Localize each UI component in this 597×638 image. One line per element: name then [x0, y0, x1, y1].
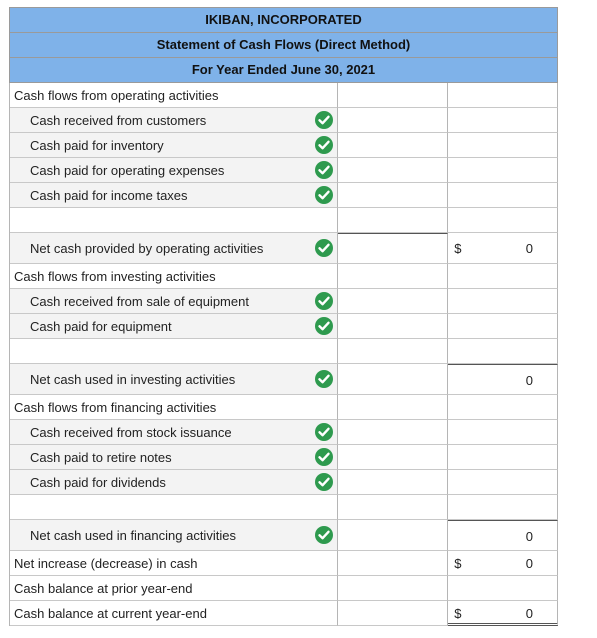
statement-rows: [9, 83, 558, 626]
amount-input-col1[interactable]: [338, 133, 448, 158]
checkmark-icon: [315, 317, 333, 335]
checkmark-icon: [315, 111, 333, 129]
row-label-cell: [10, 83, 338, 108]
row-label: Cash paid to retire notes: [30, 450, 172, 465]
amount-input-col1[interactable]: [338, 264, 448, 289]
statement-row: [9, 445, 558, 470]
statement-row: [9, 551, 558, 576]
amount-input-col1[interactable]: [338, 208, 448, 233]
row-label-cell: [10, 395, 338, 420]
row-label: Cash balance at current year-end: [14, 606, 207, 621]
row-label-cell: [10, 445, 338, 470]
amount-input-col2[interactable]: [448, 495, 558, 520]
dollar-sign: $: [454, 241, 462, 256]
amount-input-col1[interactable]: [338, 233, 448, 264]
row-label-cell: [10, 108, 338, 133]
amount-input-col2[interactable]: [448, 520, 558, 551]
checkmark-icon: [315, 239, 333, 257]
statement-row: [9, 108, 558, 133]
row-label: Net cash used in financing activities: [30, 528, 236, 543]
checkmark-icon: [315, 526, 333, 544]
row-label-cell: [10, 233, 338, 264]
amount-input-col2[interactable]: [448, 551, 558, 576]
amount-input-col2[interactable]: [448, 233, 558, 264]
amount-input-col2[interactable]: [448, 108, 558, 133]
row-label: Cash flows from financing activities: [14, 400, 217, 415]
row-label-cell: [10, 420, 338, 445]
row-label: Cash received from sale of equipment: [30, 294, 249, 309]
amount-input-col1[interactable]: [338, 158, 448, 183]
row-label-cell: [10, 576, 338, 601]
amount-input-col2[interactable]: [448, 83, 558, 108]
amount-input-col2[interactable]: [448, 264, 558, 289]
amount-input-col1[interactable]: [338, 339, 448, 364]
amount-input-col1[interactable]: [338, 520, 448, 551]
row-label-cell: [10, 158, 338, 183]
amount-value: 0: [525, 606, 533, 621]
row-label: Net cash used in investing activities: [30, 372, 236, 387]
statement-period: For Year Ended June 30, 2021: [9, 57, 558, 83]
row-label-cell: [10, 601, 338, 626]
row-label-cell: [10, 183, 338, 208]
statement-row: [9, 420, 558, 445]
amount-input-col2[interactable]: [448, 158, 558, 183]
amount-input-col1[interactable]: [338, 420, 448, 445]
row-label-cell: [10, 264, 338, 289]
amount-input-col2[interactable]: [448, 339, 558, 364]
checkmark-icon: [315, 292, 333, 310]
amount-input-col1[interactable]: [338, 395, 448, 420]
statement-row: [9, 314, 558, 339]
row-label: Cash paid for operating expenses: [30, 163, 225, 178]
statement-row: [9, 83, 558, 108]
row-label: Net increase (decrease) in cash: [14, 556, 198, 571]
row-label: Cash flows from operating activities: [14, 88, 219, 103]
row-label-cell: [10, 339, 338, 364]
amount-input-col1[interactable]: [338, 601, 448, 626]
row-label: Cash paid for equipment: [30, 319, 172, 334]
amount-input-col2[interactable]: [448, 289, 558, 314]
amount-value: 0: [525, 373, 533, 388]
amount-input-col2[interactable]: [448, 183, 558, 208]
statement-row: [9, 495, 558, 520]
checkmark-icon: [315, 370, 333, 388]
row-label-cell: [10, 314, 338, 339]
checkmark-icon: [315, 473, 333, 491]
statement-row: [9, 520, 558, 551]
amount-input-col1[interactable]: [338, 289, 448, 314]
amount-input-col2[interactable]: [448, 420, 558, 445]
amount-input-col1[interactable]: [338, 445, 448, 470]
row-label-cell: [10, 364, 338, 395]
amount-input-col2[interactable]: [448, 364, 558, 395]
row-label-cell: [10, 470, 338, 495]
row-label: Cash paid for income taxes: [30, 188, 188, 203]
amount-input-col1[interactable]: [338, 108, 448, 133]
statement-row: [9, 601, 558, 626]
amount-input-col1[interactable]: [338, 183, 448, 208]
amount-input-col1[interactable]: [338, 83, 448, 108]
company-name: IKIBAN, INCORPORATED: [9, 7, 558, 32]
statement-row: [9, 264, 558, 289]
row-label: Cash received from stock issuance: [30, 425, 232, 440]
row-label: Cash flows from investing activities: [14, 269, 216, 284]
statement-row: [9, 158, 558, 183]
row-label: Net cash provided by operating activities: [30, 241, 264, 256]
row-label-cell: [10, 208, 338, 233]
row-label-cell: [10, 520, 338, 551]
amount-input-col1[interactable]: [338, 364, 448, 395]
checkmark-icon: [315, 136, 333, 154]
amount-value: 0: [525, 529, 533, 544]
amount-value: 0: [525, 241, 533, 256]
row-label-cell: [10, 551, 338, 576]
statement-row: [9, 133, 558, 158]
row-label: Cash paid for inventory: [30, 138, 164, 153]
row-label: Cash received from customers: [30, 113, 207, 128]
statement-row: [9, 208, 558, 233]
amount-input-col1[interactable]: [338, 551, 448, 576]
checkmark-icon: [315, 423, 333, 441]
statement-title: Statement of Cash Flows (Direct Method): [9, 32, 558, 57]
statement-row: [9, 233, 558, 264]
amount-input-col2[interactable]: [448, 470, 558, 495]
statement-row: [9, 289, 558, 314]
checkmark-icon: [315, 186, 333, 204]
statement-row: [9, 364, 558, 395]
dollar-sign: $: [454, 606, 462, 621]
amount-input-col1[interactable]: [338, 495, 448, 520]
row-label: Cash paid for dividends: [30, 475, 166, 490]
checkmark-icon: [315, 161, 333, 179]
row-label: Cash balance at prior year-end: [14, 581, 193, 596]
amount-input-col1[interactable]: [338, 470, 448, 495]
statement-row: [9, 576, 558, 601]
amount-input-col2[interactable]: [448, 133, 558, 158]
amount-input-col2[interactable]: [448, 445, 558, 470]
amount-input-col2[interactable]: [448, 208, 558, 233]
cash-flow-statement: [9, 7, 558, 626]
checkmark-icon: [315, 448, 333, 466]
row-label-cell: [10, 133, 338, 158]
statement-row: [9, 395, 558, 420]
row-label-cell: [10, 289, 338, 314]
statement-row: [9, 470, 558, 495]
amount-input-col1[interactable]: [338, 576, 448, 601]
amount-input-col2[interactable]: [448, 576, 558, 601]
amount-input-col2[interactable]: [448, 395, 558, 420]
row-label-cell: [10, 495, 338, 520]
amount-input-col2[interactable]: [448, 601, 558, 626]
dollar-sign: $: [454, 556, 462, 571]
amount-value: 0: [525, 556, 533, 571]
statement-row: [9, 183, 558, 208]
statement-row: [9, 339, 558, 364]
amount-input-col2[interactable]: [448, 314, 558, 339]
amount-input-col1[interactable]: [338, 314, 448, 339]
